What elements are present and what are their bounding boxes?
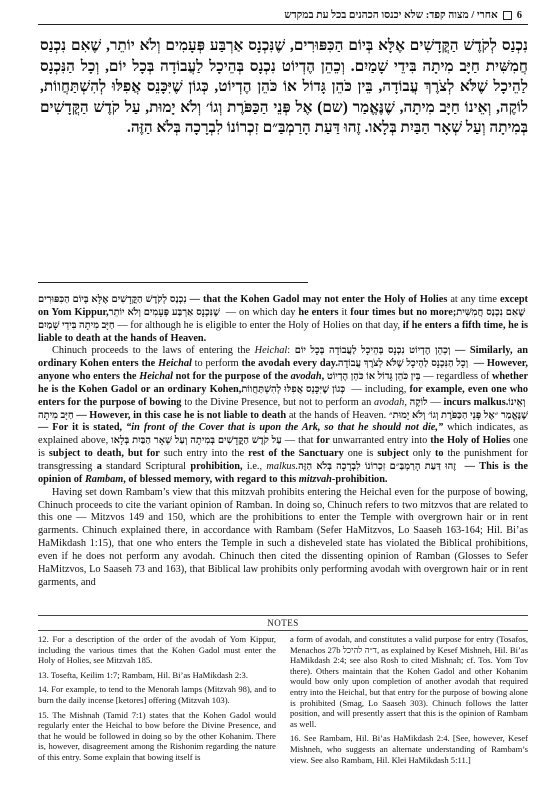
text-run: “in front of the Cover that is upon the Ark, so that he should not die,” <box>126 422 444 434</box>
text-run: malkus. <box>266 460 299 472</box>
text-run: only <box>408 448 435 460</box>
text-run: it <box>338 306 351 318</box>
text-run: prohibition. <box>335 473 388 485</box>
text-run: Heichal <box>139 371 173 383</box>
hebrew-quote: לוֹקֶה <box>409 396 428 408</box>
text-run: he is not liable to death <box>184 409 287 421</box>
notes-column-left <box>38 634 276 769</box>
text-run: — This is the opinion of <box>38 460 528 485</box>
notes-section <box>38 634 528 769</box>
text-run: , <box>321 371 327 383</box>
text-run: such entry into the <box>159 448 249 460</box>
note: 16. See Rambam, Hil. Bi’as HaMikdash 2:4. [See, however, Kesef Mishneh, who suggests an alternate understanding of Rambam’s view. See also Rambam, Hil. Klei HaMikdash 5:11.] <box>290 733 528 765</box>
section-divider <box>38 282 308 283</box>
text-run: prohibition, <box>190 460 243 472</box>
text-run: , of blessed memory, with regard to this <box>123 473 299 485</box>
text-run: one is <box>343 448 378 460</box>
note: 13. Tosefta, Keilim 1:7; Rambam, Hil. Bi’as HaMikdash 2:3. <box>38 669 249 680</box>
text-run: — that the Kohen Gadol may not enter the Holy of Holies <box>186 294 448 305</box>
text-run: a <box>96 460 102 472</box>
text-run: Rambam <box>84 473 124 485</box>
text-run: rest of the Sanctuary <box>248 448 344 460</box>
text-run: — Similarly, an ordinary Kohen enters the <box>38 345 529 370</box>
text-run: — However, in this case <box>73 409 185 421</box>
text-run: unwarranted entry into <box>329 435 431 447</box>
text-run: — However, anyone who enters the <box>38 358 528 383</box>
hebrew-quote: וְאֵינוֹ חַיָּב מִיתָה <box>38 396 528 421</box>
hebrew-quote: שֶׁנֶּאֱמַר ״אֶל פְּנֵי הַכַּפֹּרֶת וְגוֹ׳ וְלֹא יָמוּת״ <box>388 409 528 421</box>
text-run: incurs malkus. <box>443 396 509 408</box>
note: 12. For a description of the order of the avodah of Yom Kippur, including the various times that the Kohen Gadol must enter the Holy of Holies, see Mitzvah 185. <box>38 634 276 666</box>
hebrew-main-text <box>40 36 528 139</box>
text-run: if he enters a fifth time, he is liable to death at the hands of Heaven. <box>38 319 528 344</box>
text-run: — on which day <box>222 306 299 318</box>
text-run: not for the purpose of the <box>172 371 291 383</box>
text-run: whether he is the Kohen Gadol or an ordinary Kohen, <box>38 371 529 395</box>
hebrew-quote: עַל קֹדֶשׁ הַקֳּדָשִׁים בְּמִיתָה וְעַל שְׁאָר הַבַּיִת בְּלָאו <box>111 435 282 447</box>
text-run: to <box>434 448 444 460</box>
text-run: except on Yom Kippur, <box>38 294 528 318</box>
text-run: to perform <box>191 358 242 370</box>
text-run: i.e., <box>242 460 267 472</box>
text-run: the avodah every day. <box>241 358 338 370</box>
text-run: the punishment for transgressing <box>38 448 528 472</box>
note: a form of avodah, and constitutes a valid purpose for entry (Tosafos, Menachos 27b ד״ה להיכל, as explained by Kesef Mishneh, Hil. Bi’as HaMikdash 2:4; see also Rosh to cited Mishnah; cf. Tos. Yom Tov there). Others maintain that the Kohen Gadol and other Kohanim would bow only upon completion of another avodah that required entry into the Heichal, but that entry for the purpose of bowing alone is prohibited (Smag, Lo Saaseh 303). Chinuch follows the latter position, and will presently assert that this is the opinion of Rambam as well. <box>290 634 528 729</box>
text-run: Heichal <box>254 345 288 357</box>
hebrew-quote: וְכָל הַנִּכְנָס לַהֵיכָל שֶׁלֹּא לְצֹרֶךְ עֲבוֹדָה <box>337 358 471 370</box>
text-run: mitzvah <box>298 473 332 485</box>
notes-column-right <box>290 634 528 769</box>
commentary-paragraph-2 <box>38 345 528 486</box>
text-run: — <box>427 396 444 408</box>
text-run: avodah <box>374 396 405 408</box>
text-run: which indicates, as explained above, <box>38 422 528 447</box>
text-run: , <box>404 396 410 408</box>
hebrew-quote: שֶׁנִּכְנָס אַרְבַּע פְּעָמִים וְלֹא יוֹתֵר <box>108 306 223 318</box>
text-run: Chinuch proceeds to the laws of entering the <box>52 345 255 357</box>
text-run: : <box>287 345 295 357</box>
text-run: standard Scriptural <box>101 460 191 472</box>
text-run: four times but no more; <box>350 306 457 318</box>
text-run: he enters <box>298 306 339 318</box>
note: 15. The Mishnah (Tamid 7:1) states that the Kohen Gadol would regularly enter the Heichal to bow before the Divine Presence, and that he would be followed in doing so by the other Kohanim. There is, however, disagreement among the Rishonim regarding the nature of this entry. Some explain that bowing itself is <box>38 709 276 762</box>
english-commentary <box>38 294 528 589</box>
hebrew-quote: שֶׁאִם נִכְנַס חֲמִשִּׁית חַיָּב מִיתָה בִּידֵי שָׁמַיִם <box>38 306 529 331</box>
text-run: — regardless of <box>420 371 492 383</box>
text-run: one is <box>38 435 528 460</box>
notes-title: NOTES <box>38 615 528 628</box>
text-run: at any time <box>447 294 500 305</box>
running-header <box>38 6 528 25</box>
commentary-paragraph-3: Having set down Rambam’s view that this mitzvah prohibits entering the Heichal even for the purpose of bowing, Chinuch proceeds to cite the variant opinion of Ramban. In doing so, Chinuch refers to two mitzvos that are related to this one — Mitzvos 149 and 150, which are the prohibitions to enter the Temple with overgrown hair or in rent garments. Chinuch explained there, in accordance with Rambam (Sefer HaMitzvos, Lo Saaseh 163-164; Hil. Bi’as HaMikdash 1:15), that one who enters the Temple in such a disheveled state has violated the Biblical prohibitions, even if he does not perform any avodah. Chinuch then cited the dissenting opinion of Ramban (Glosses to Sefer HaMitzvos, Lo Saaseh 73 and 163), that Biblical law prohibits only performing avodah with overgrown hair or in rent garments, and <box>38 486 528 588</box>
text-run: for <box>316 435 330 447</box>
note: 14. For example, to tend to the Menorah lamps (Mitzvah 98), and to burn the daily incense [ketores] offering (Mitzvah 103). <box>38 684 276 705</box>
page-number: 6 <box>516 9 522 21</box>
text-run: — For it is stated, <box>38 422 127 434</box>
hebrew-quote: נִכְנַס לְקֹדֶשׁ הַקֳּדָשִׁים אֶלָּא בְּיוֹם הַכִּפּוּרִים <box>38 294 187 305</box>
text-run: — including, <box>348 383 410 395</box>
text-run: subject to death, but for <box>48 448 160 460</box>
text-run: - <box>331 473 336 485</box>
hebrew-paragraph: נִכְנַס לְקֹדֶשׁ הַקֳּדָשִׁים אֶלָּא בְּיוֹם הַכִּפּוּרִים, שֶׁנִּכְנָס אַרְבַּע פְּעָמִים וְלֹא יוֹתֵר, שֶׁאִם נִכְנַס חֲמִשִּׁית חַיָּב מִיתָה בִּידֵי שָׁמַיִם. וְכֵהֵן הֶדְיוֹט נִכְנָס בְּהֵיכָל לַעֲבוֹדָה בְּכָל יוֹם, וְכָל הַנִּכְנָס לַהֵיכָל שֶׁלֹּא לְצֹרֶךְ עֲבוֹדָה, בֵּין כֹּהֵן גָּדוֹל אוֹ כֹּהֵן הֶדְיוֹט, כְּגוֹן שֶׁיִּכָּנֵס אֲפִלּוּ לְהִשְׁתַּחֲווֹת, לוֹקֶה, וְאֵינוֹ חַיָּב מִיתָה, שֶׁנֶּאֱמַר (שם) אֶל פְּנֵי הַכַּפֹּרֶת וְגוֹ׳ וְלֹא יָמוּת, עַל קֹדֶשׁ הַקֳּדָשִׁים בְּמִיתָה וְעַל שְׁאָר הַבַּיִת בְּלָאו. זֶהוּ דַּעַת הָרַמְבַּ״ם זִכְרוֹנוֹ לִבְרָכָה בְּלֹא הַזֶּה. <box>40 37 528 136</box>
box-icon <box>503 11 512 20</box>
text-run: — for although he is eligible to enter the Holy of Holies on that day, <box>114 319 403 331</box>
hebrew-quote: כְּגוֹן שֶׁיִּכָּנֵס אֲפִלּוּ לְהִשְׁתַּחֲווֹת <box>241 383 349 395</box>
text-run: to the Divine Presence, but not to perform an <box>181 396 375 408</box>
text-run: for example, even one who enters for the purpose of bowing <box>38 383 529 408</box>
hebrew-quote: וְכֵהֵן הֶדְיוֹט נִכְנָס בְּהֵיכָל לַעֲבוֹדָה בְּכָל יוֹם <box>294 345 451 357</box>
hebrew-quote: בֵּין כֹּהֵן גָּדוֹל אוֹ כֹּהֵן הֶדְיוֹט <box>326 371 421 383</box>
hebrew-quote: זֶהוּ דַּעַת הָרַמְבַּ״ם זִכְרוֹנוֹ לִבְרָכָה בְּלֹא הַזֶּה <box>298 460 461 472</box>
text-run: at the hands of Heaven. <box>286 409 389 421</box>
header-title: אחרי / מצוה קפד: שלא יכנסו הכהנים בכל עת במקדש <box>284 9 498 21</box>
text-run: the Holy of Holies <box>430 435 511 447</box>
text-run: subject <box>377 448 409 460</box>
commentary-paragraph-1 <box>38 294 528 345</box>
text-run: avodah <box>290 371 322 383</box>
text-run: — that <box>281 435 317 447</box>
text-run: Heichal <box>158 358 192 370</box>
